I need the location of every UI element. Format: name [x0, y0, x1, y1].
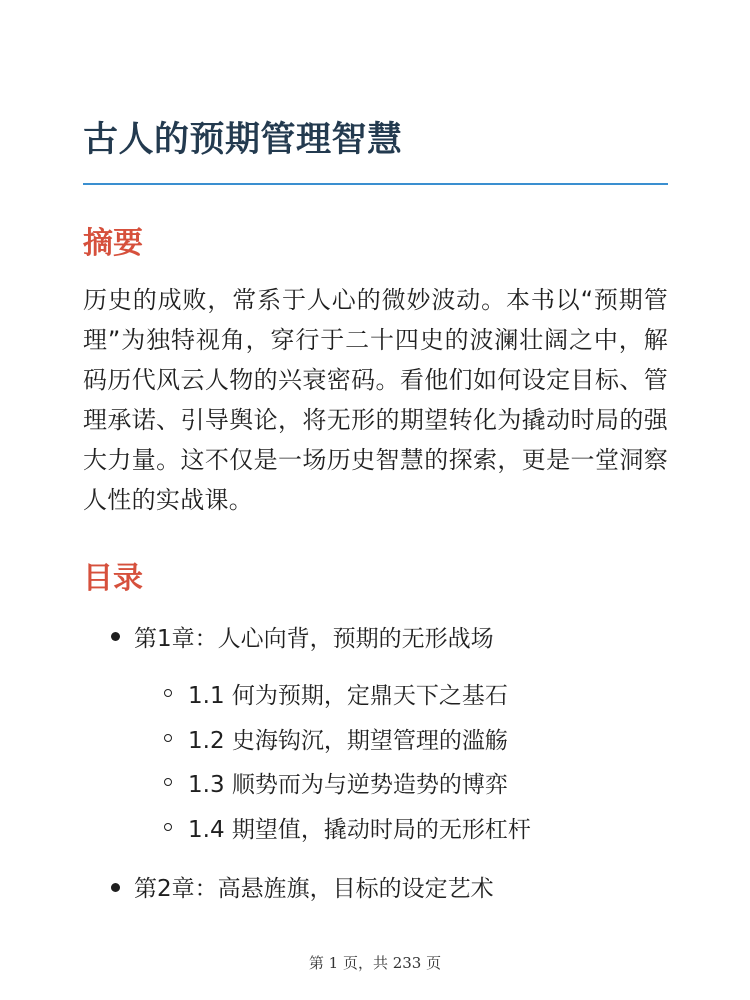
circle-bullet-icon	[164, 823, 172, 831]
toc-chapter-2[interactable]: 第2章：高悬旌旗，目标的设定艺术	[134, 876, 494, 902]
toc-section-1-2[interactable]: 1.2 史海钩沉，期望管理的滥觞	[188, 728, 508, 754]
bullet-icon	[111, 632, 120, 641]
abstract-paragraph: 历史的成败，常系于人心的微妙波动。本书以“预期管理”为独特视角，穿行于二十四史的波澜壮阔之中，解码历代风云人物的兴衰密码。看他们如何设定目标、管理承诺、引导舆论，将无形的期望转化为撬动时局的强大力量。这不仅是一场历史智慧的探索，更是一堂洞察人性的实战课。	[83, 286, 668, 514]
bullet-icon	[111, 883, 120, 892]
toc-heading: 目录	[83, 561, 143, 596]
circle-bullet-icon	[164, 734, 172, 742]
circle-bullet-icon	[164, 689, 172, 697]
title-divider	[83, 183, 668, 185]
toc-section-1-4[interactable]: 1.4 期望值，撬动时局的无形杠杆	[188, 817, 531, 843]
toc-section-1-3[interactable]: 1.3 顺势而为与逆势造势的博弈	[188, 772, 508, 798]
circle-bullet-icon	[164, 778, 172, 786]
page-footer: 第 1 页，共 233 页	[308, 954, 442, 972]
document-title: 古人的预期管理智慧	[83, 120, 403, 160]
toc-section-1-1[interactable]: 1.1 何为预期，定鼎天下之基石	[188, 683, 508, 709]
abstract-heading: 摘要	[83, 226, 143, 261]
toc-chapter-1[interactable]: 第1章：人心向背，预期的无形战场	[134, 626, 494, 652]
